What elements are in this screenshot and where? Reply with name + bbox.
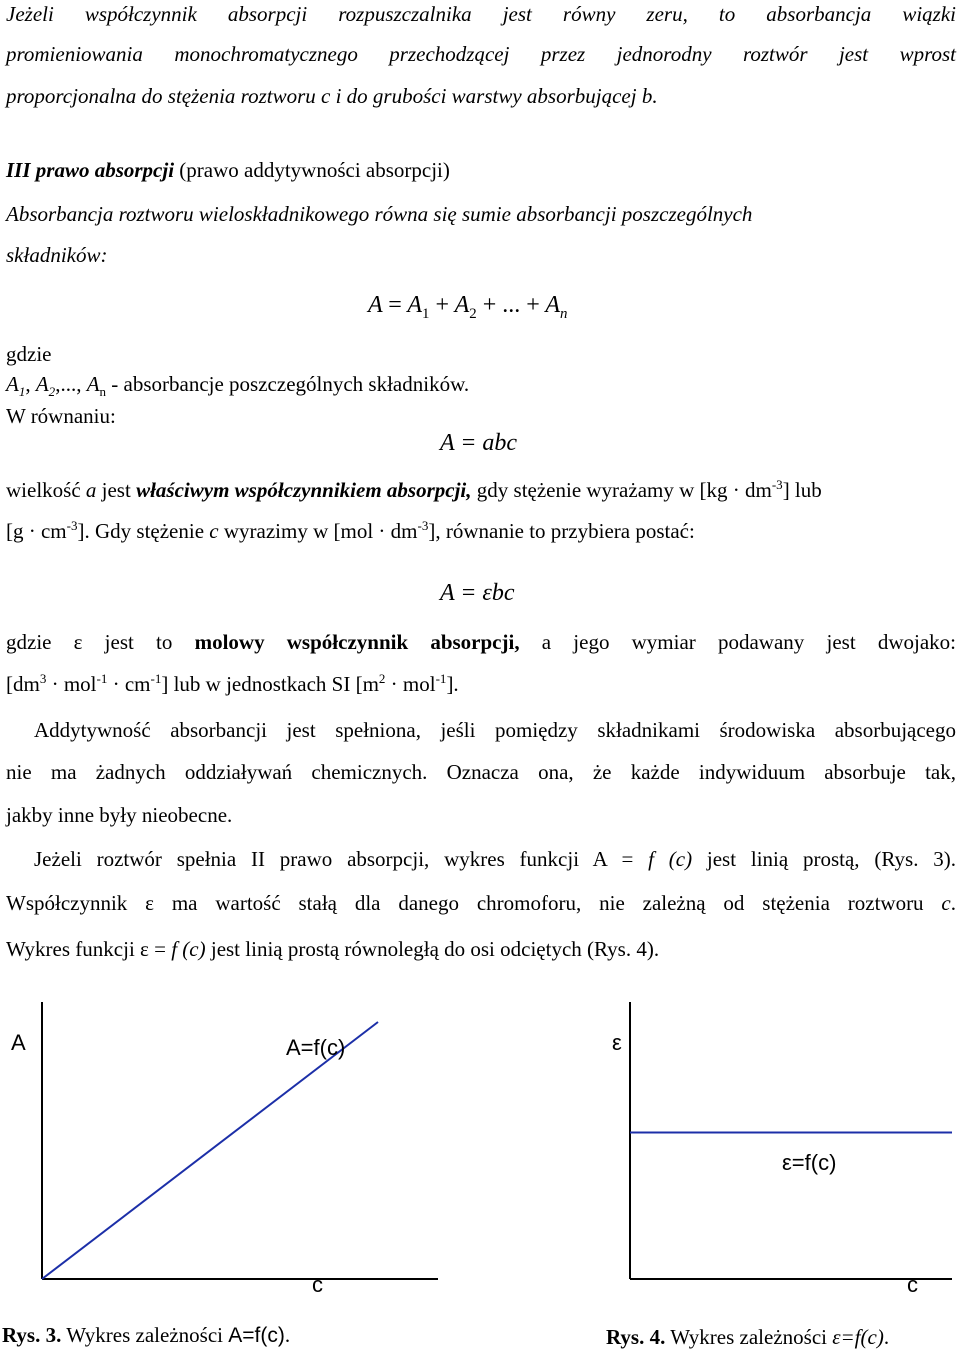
caption-fig-4-end: . bbox=[883, 1325, 890, 1349]
text: gdzie ε jest to bbox=[6, 630, 195, 654]
eq1-A2: A bbox=[454, 292, 470, 318]
var-a: a bbox=[85, 478, 97, 502]
text: ] lub bbox=[782, 478, 822, 502]
chart-1 bbox=[11, 1002, 438, 1297]
equation-abc: A = abc bbox=[440, 430, 518, 456]
text: · cm bbox=[107, 672, 151, 696]
var-An-sub: n bbox=[99, 384, 107, 400]
var-A2-sub: 2 bbox=[48, 384, 56, 400]
par-law2-line-1 bbox=[34, 849, 956, 870]
caption-fig-3-end: . bbox=[284, 1323, 291, 1347]
text: wyrazimy w [mol · dm bbox=[218, 519, 418, 543]
chart-1-line bbox=[42, 1022, 378, 1279]
par-a-line-2 bbox=[6, 518, 695, 543]
superscript: -3 bbox=[66, 518, 78, 533]
var-An: A bbox=[86, 372, 100, 396]
par-a-line-1 bbox=[6, 477, 822, 502]
text: [dm bbox=[6, 672, 40, 696]
text: · mol bbox=[385, 672, 436, 696]
superscript: -1 bbox=[96, 671, 108, 686]
eq1-sub-1: 1 bbox=[422, 305, 430, 322]
text: Współczynnik ε ma wartość stałą dla danego chromoforu, nie zależną od stężenia roztworu bbox=[6, 891, 942, 915]
term-molar-absorptivity: molowy współczynnik absorpcji, bbox=[194, 630, 520, 654]
text: jest linią prostą, (Rys. 3). bbox=[692, 847, 956, 871]
caption-fig-3-label: Rys. 3. bbox=[2, 1323, 62, 1347]
par-law2-line-2 bbox=[6, 893, 956, 914]
text: jest linią prostą równoległą do osi odciętych (Rys. 4). bbox=[205, 937, 660, 961]
text: . bbox=[950, 891, 956, 915]
caption-fig-3-func: A=f(c) bbox=[228, 1324, 285, 1347]
par-eps-line-1 bbox=[6, 632, 956, 653]
text: [g · cm bbox=[6, 519, 67, 543]
text: ], równanie to przybiera postać: bbox=[428, 519, 695, 543]
text: ]. Gdy stężenie bbox=[77, 519, 210, 543]
var-A2: A bbox=[35, 372, 49, 396]
law3-title-paren: (prawo addytywności absorpcji) bbox=[179, 158, 450, 182]
eq1-sub-n: n bbox=[560, 305, 568, 322]
eq1-plus-1: + bbox=[435, 292, 450, 318]
func-fc: f (c) bbox=[171, 937, 206, 961]
chart-1-y-label: A bbox=[11, 1030, 26, 1055]
chart-1-x-label: c bbox=[312, 1272, 323, 1297]
chart-1-line-label: A=f(c) bbox=[286, 1035, 346, 1060]
in-equation-label: W równaniu: bbox=[6, 404, 116, 428]
caption-fig-3-text: Wykres zależności bbox=[61, 1323, 229, 1347]
figures bbox=[0, 990, 960, 1310]
law3-heading bbox=[6, 160, 450, 181]
intro-line-2: promieniowania monochromatycznego przechodzącej przez jednorodny roztwór jest wprost bbox=[6, 42, 956, 66]
where-desc: - absorbancje poszczególnych składników. bbox=[106, 372, 470, 396]
text: ] lub w jednostkach SI [m bbox=[161, 672, 379, 696]
eq1-plus-dots: + ... + bbox=[482, 292, 540, 318]
caption-fig-3 bbox=[2, 1323, 290, 1348]
dots: ,..., bbox=[55, 372, 87, 396]
caption-fig-4-func: ε=f(c) bbox=[832, 1325, 884, 1349]
superscript: -1 bbox=[150, 671, 162, 686]
par-add-line-1: Addytywność absorbancji jest spełniona, jeśli pomiędzy składnikami środowiska absorbującego bbox=[34, 718, 956, 742]
text: Wykres funkcji ε = bbox=[6, 937, 172, 961]
text: Jeżeli roztwór spełnia II prawo absorpcji, wykres funkcji A = bbox=[34, 847, 649, 871]
term-specific-absorptivity: właściwym współczynnikiem absorpcji, bbox=[136, 478, 472, 502]
intro-line-1: Jeżeli współczynnik absorpcji rozpuszczalnika jest równy zeru, to absorbancja wiązki bbox=[6, 2, 956, 26]
text: jest bbox=[96, 478, 137, 502]
var-A1-sub: 1 bbox=[18, 384, 26, 400]
par-eps-line-2 bbox=[6, 671, 459, 696]
eq1-sub-2: 2 bbox=[469, 305, 477, 322]
eq1-A: A bbox=[368, 292, 383, 318]
text: ]. bbox=[446, 672, 459, 696]
intro-line-3: proporcjonalna do stężenia roztworu c i do grubości warstwy absorbującej b. bbox=[6, 84, 658, 108]
where-label-1: gdzie bbox=[6, 342, 52, 366]
par-law2-line-3 bbox=[6, 939, 659, 960]
law3-desc-1: Absorbancja roztworu wieloskładnikowego równa się sumie absorbancji poszczególnych bbox=[6, 202, 753, 226]
eq1-equals: = bbox=[388, 292, 402, 318]
eq1-An: A bbox=[545, 292, 561, 318]
equation-sum bbox=[368, 292, 568, 322]
var-c: c bbox=[209, 519, 219, 543]
superscript: 2 bbox=[378, 671, 386, 686]
text: a jego wymiar podawany jest dwojako: bbox=[519, 630, 956, 654]
superscript: -3 bbox=[771, 477, 783, 492]
text: wielkość bbox=[6, 478, 86, 502]
caption-fig-4-label: Rys. 4. bbox=[606, 1325, 666, 1349]
where-line-1 bbox=[6, 372, 470, 400]
var-A1: A bbox=[6, 372, 19, 396]
chart-2-x-label: c bbox=[907, 1272, 918, 1297]
eq1-A1: A bbox=[407, 292, 423, 318]
var-c: c bbox=[941, 891, 951, 915]
text: gdy stężenie wyrażamy w [kg · dm bbox=[471, 478, 772, 502]
chart-2-y-label: ε bbox=[612, 1030, 622, 1055]
superscript: -3 bbox=[417, 518, 429, 533]
text: · mol bbox=[46, 672, 97, 696]
superscript: 3 bbox=[39, 671, 47, 686]
caption-fig-4 bbox=[606, 1325, 889, 1350]
chart-2-line-label: ε=f(c) bbox=[782, 1150, 837, 1175]
comma: , bbox=[25, 372, 36, 396]
par-add-line-3: jakby inne były nieobecne. bbox=[6, 803, 233, 827]
chart-2 bbox=[612, 1002, 952, 1297]
caption-fig-4-text: Wykres zależności bbox=[665, 1325, 833, 1349]
law3-desc-2: składników: bbox=[6, 243, 108, 267]
par-add-line-2: nie ma żadnych oddziaływań chemicznych. Oznacza ona, że każde indywiduum absorbuje tak, bbox=[6, 760, 956, 784]
superscript: -1 bbox=[435, 671, 447, 686]
func-fc: f (c) bbox=[648, 847, 693, 871]
equation-ebc: A = εbc bbox=[440, 580, 515, 606]
law3-title: III prawo absorpcji bbox=[6, 158, 175, 182]
